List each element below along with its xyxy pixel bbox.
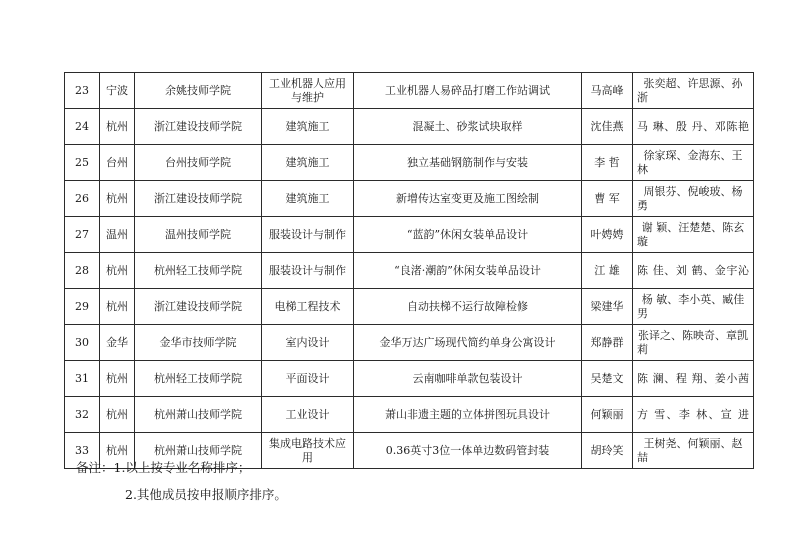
cell-number: 23 [65, 73, 100, 109]
cell-city: 台州 [100, 145, 135, 181]
cell-number: 27 [65, 217, 100, 253]
cell-number: 29 [65, 289, 100, 325]
cell-number: 25 [65, 145, 100, 181]
cell-leader: 李 哲 [582, 145, 633, 181]
cell-city: 杭州 [100, 109, 135, 145]
table-row [65, 325, 754, 361]
cell-major: 工业设计 [262, 397, 354, 433]
cell-school: 杭州轻工技师学院 [135, 361, 262, 397]
table-row [65, 73, 754, 109]
cell-major: 建筑施工 [262, 109, 354, 145]
cell-members: 陈 澜、程 翔、姜小茜 [633, 361, 754, 397]
cell-project: “蓝韵”休闲女装单品设计 [354, 217, 582, 253]
cell-number: 33 [65, 433, 100, 469]
cell-members: 王树尧、何颖丽、赵 喆 [633, 433, 754, 469]
cell-school: 杭州萧山技师学院 [135, 397, 262, 433]
cell-major: 室内设计 [262, 325, 354, 361]
cell-major: 服装设计与制作 [262, 217, 354, 253]
cell-city: 杭州 [100, 361, 135, 397]
cell-school: 浙江建设技师学院 [135, 289, 262, 325]
cell-leader: 马高峰 [582, 73, 633, 109]
cell-project: 云南咖啡单款包装设计 [354, 361, 582, 397]
cell-leader: 梁建华 [582, 289, 633, 325]
cell-city: 杭州 [100, 253, 135, 289]
table-row [65, 289, 754, 325]
cell-members: 谢 颖、汪楚楚、陈玄璇 [633, 217, 754, 253]
table-body [65, 73, 754, 469]
cell-project: 混凝土、砂浆试块取样 [354, 109, 582, 145]
table-row [65, 109, 754, 145]
table-row [65, 253, 754, 289]
cell-project: 工业机器人易碎品打磨工作站调试 [354, 73, 582, 109]
cell-leader: 江 雄 [582, 253, 633, 289]
cell-members: 徐家琛、金海东、王 林 [633, 145, 754, 181]
cell-major: 集成电路技术应用 [262, 433, 354, 469]
cell-city: 杭州 [100, 289, 135, 325]
cell-city: 温州 [100, 217, 135, 253]
cell-members: 周银芬、倪峻玻、杨 勇 [633, 181, 754, 217]
cell-members: 张译之、陈映奇、章凯莉 [633, 325, 754, 361]
cell-school: 余姚技师学院 [135, 73, 262, 109]
cell-members: 马 琳、殷 丹、邓陈艳 [633, 109, 754, 145]
cell-leader: 叶娉娉 [582, 217, 633, 253]
cell-major: 建筑施工 [262, 145, 354, 181]
cell-major: 电梯工程技术 [262, 289, 354, 325]
table-row [65, 145, 754, 181]
cell-members: 张奕超、许思源、孙 浙 [633, 73, 754, 109]
cell-major: 平面设计 [262, 361, 354, 397]
table-row [65, 361, 754, 397]
cell-number: 30 [65, 325, 100, 361]
cell-major: 工业机器人应用与维护 [262, 73, 354, 109]
cell-school: 台州技师学院 [135, 145, 262, 181]
cell-project: 0.36英寸3位一体单边数码管封装 [354, 433, 582, 469]
cell-school: 杭州萧山技师学院 [135, 433, 262, 469]
cell-city: 宁波 [100, 73, 135, 109]
cell-members: 方 雪、李 林、宣 进 [633, 397, 754, 433]
cell-city: 杭州 [100, 181, 135, 217]
cell-school: 金华市技师学院 [135, 325, 262, 361]
table-row [65, 397, 754, 433]
cell-members: 杨 敏、李小英、臧佳男 [633, 289, 754, 325]
cell-project: 萧山非遗主题的立体拼图玩具设计 [354, 397, 582, 433]
cell-project: 新增传达室变更及施工图绘制 [354, 181, 582, 217]
cell-school: 浙江建设技师学院 [135, 109, 262, 145]
cell-major: 服装设计与制作 [262, 253, 354, 289]
cell-leader: 沈佳燕 [582, 109, 633, 145]
cell-number: 24 [65, 109, 100, 145]
cell-leader: 何颖丽 [582, 397, 633, 433]
cell-city: 金华 [100, 325, 135, 361]
cell-leader: 吴楚文 [582, 361, 633, 397]
cell-leader: 郑静群 [582, 325, 633, 361]
cell-city: 杭州 [100, 433, 135, 469]
cell-number: 26 [65, 181, 100, 217]
cell-project: 自动扶梯不运行故障检修 [354, 289, 582, 325]
table-row [65, 217, 754, 253]
cell-project: “良渚·潮韵”休闲女装单品设计 [354, 253, 582, 289]
note-line-2: 2.其他成员按申报顺序排序。 [125, 487, 287, 502]
cell-number: 28 [65, 253, 100, 289]
cell-leader: 曹 军 [582, 181, 633, 217]
table-row [65, 181, 754, 217]
note-line-1: 备注：1.以上按专业名称排序； [76, 460, 251, 475]
cell-project: 金华万达广场现代简约单身公寓设计 [354, 325, 582, 361]
cell-project: 独立基础钢筋制作与安装 [354, 145, 582, 181]
cell-city: 杭州 [100, 397, 135, 433]
cell-leader: 胡玲笑 [582, 433, 633, 469]
cell-members: 陈 佳、刘 鹤、金宇沁 [633, 253, 754, 289]
cell-number: 32 [65, 397, 100, 433]
cell-number: 31 [65, 361, 100, 397]
project-table [64, 72, 754, 469]
cell-school: 温州技师学院 [135, 217, 262, 253]
cell-school: 杭州轻工技师学院 [135, 253, 262, 289]
cell-school: 浙江建设技师学院 [135, 181, 262, 217]
cell-major: 建筑施工 [262, 181, 354, 217]
